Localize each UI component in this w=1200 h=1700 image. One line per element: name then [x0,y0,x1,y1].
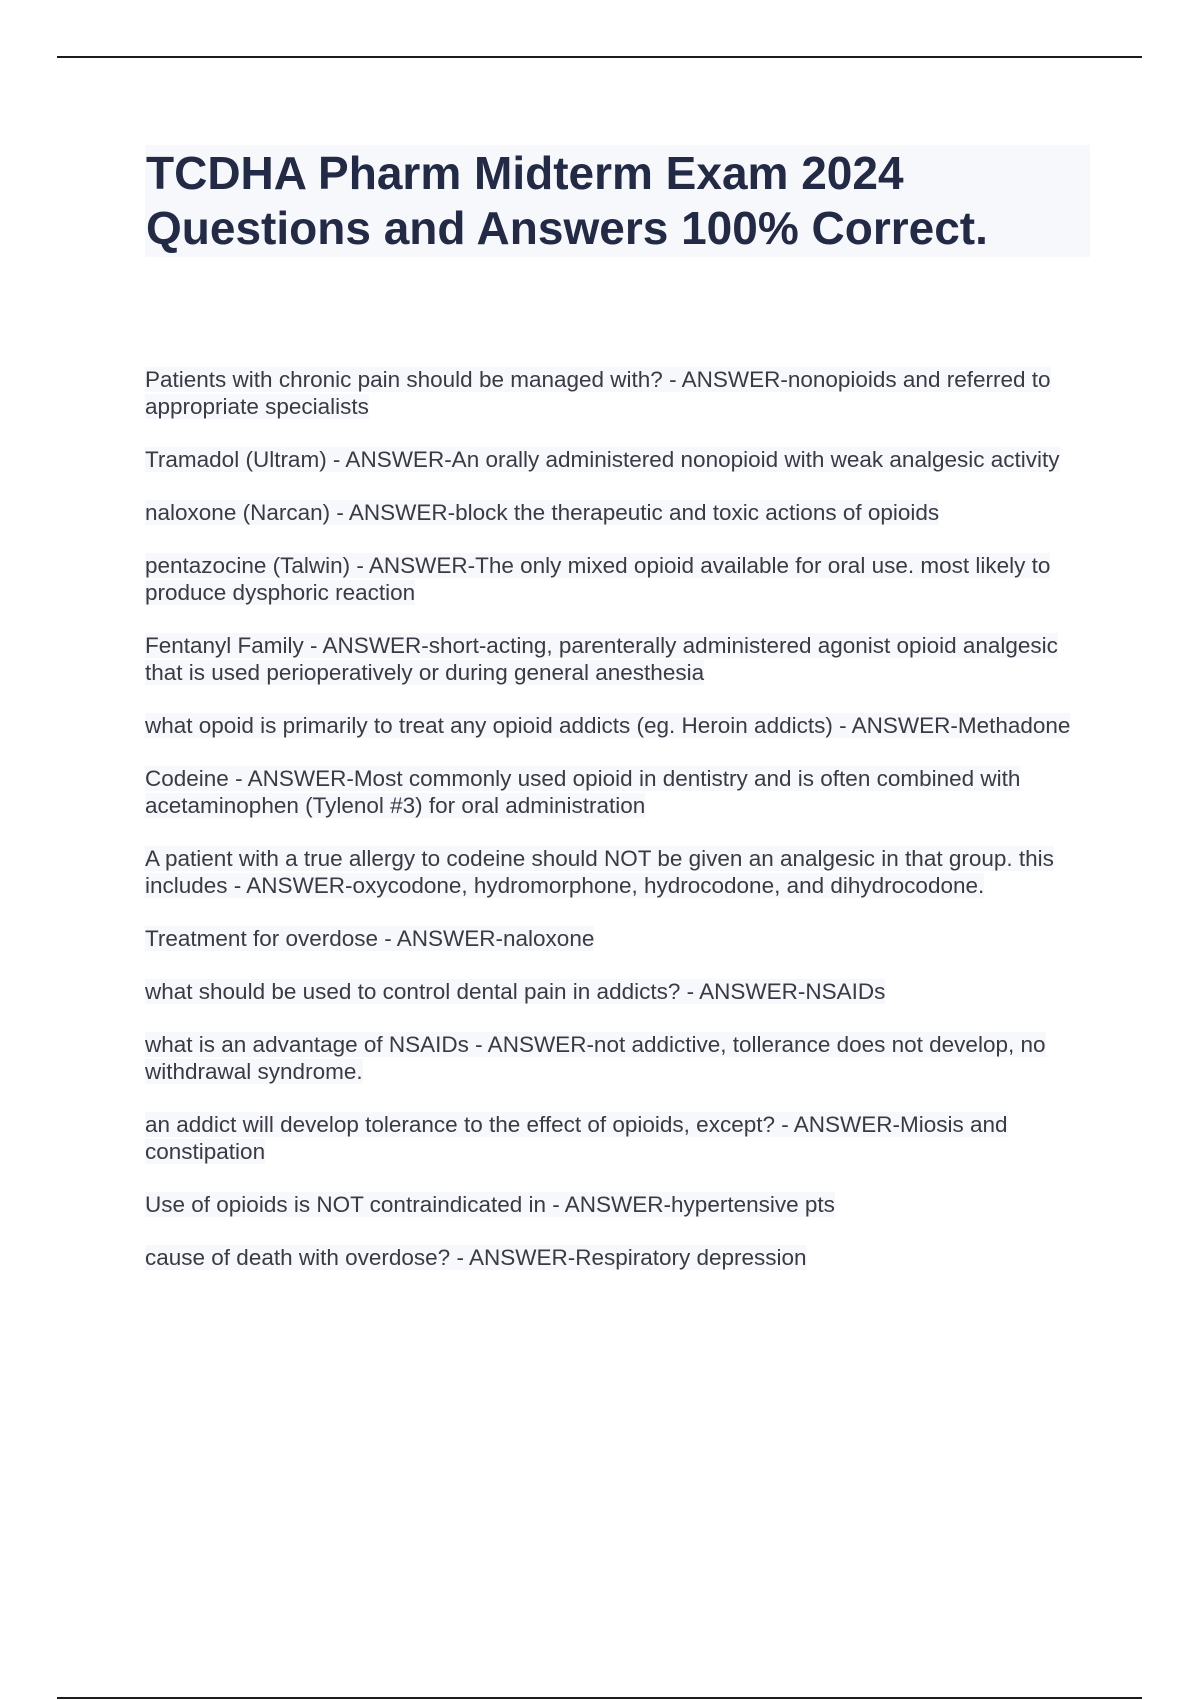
title-line: TCDHA Pharm Midterm Exam 2024 [146,147,904,199]
qa-text: Treatment for overdose - ANSWER-naloxone [145,926,595,951]
qa-text: Codeine - ANSWER-Most commonly used opioid in dentistry and is often combined with acetaminophen (Tylenol #3) for oral administration [145,766,1021,818]
qa-list [145,366,1095,1297]
qa-text: Fentanyl Family - ANSWER-short-acting, parenterally administered agonist opioid analgesic that is used perioperatively or during general anesthesia [145,633,1058,685]
qa-text: Patients with chronic pain should be managed with? - ANSWER-nonopioids and referred to appropriate specialists [145,367,1051,419]
qa-item [145,552,1095,606]
qa-item [145,1031,1095,1085]
top-divider [57,56,1142,58]
qa-text: A patient with a true allergy to codeine should NOT be given an analgesic in that group. this includes - ANSWER-oxycodone, hydromorphone, hydrocodone, and dihydrocodone. [145,846,1054,898]
qa-item [145,366,1095,420]
qa-item [145,1111,1095,1165]
qa-text: what should be used to control dental pain in addicts? - ANSWER-NSAIDs [145,979,886,1004]
qa-text: Tramadol (Ultram) - ANSWER-An orally administered nonopioid with weak analgesic activity [145,447,1060,472]
qa-text: cause of death with overdose? - ANSWER-Respiratory depression [145,1245,807,1270]
qa-text: an addict will develop tolerance to the effect of opioids, except? - ANSWER-Miosis and constipation [145,1112,1008,1164]
qa-item [145,765,1095,819]
qa-text: what opoid is primarily to treat any opioid addicts (eg. Heroin addicts) - ANSWER-Methadone [145,713,1071,738]
qa-item [145,499,1095,526]
qa-item [145,712,1095,739]
qa-text: naloxone (Narcan) - ANSWER-block the therapeutic and toxic actions of opioids [145,500,940,525]
title-line: Questions and Answers 100% Correct. [146,202,988,254]
qa-item [145,632,1095,686]
qa-item [145,925,1095,952]
qa-item [145,978,1095,1005]
qa-item [145,845,1095,899]
qa-item [145,1244,1095,1271]
qa-text: what is an advantage of NSAIDs - ANSWER-not addictive, tollerance does not develop, no withdrawal syndrome. [145,1032,1046,1084]
qa-text: Use of opioids is NOT contraindicated in - ANSWER-hypertensive pts [145,1192,835,1217]
qa-item [145,1191,1095,1218]
bottom-divider [57,1697,1142,1699]
document-title [145,145,1090,257]
qa-item [145,446,1095,473]
qa-text: pentazocine (Talwin) - ANSWER-The only mixed opioid available for oral use. most likely to produce dysphoric reaction [145,553,1051,605]
